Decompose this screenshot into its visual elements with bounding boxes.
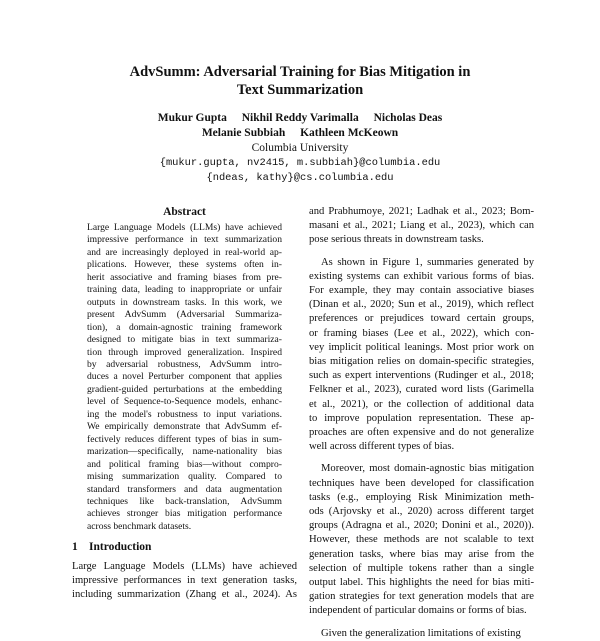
text-line: We empirically demonstrate that AdvSumm ef- <box>87 421 282 433</box>
text-line: achieves stronger bias mitigation performance <box>87 508 282 520</box>
text-line: vey implicit political leanings. Most prior work on <box>309 341 534 353</box>
text-line: and are increasingly deployed in real-world ap- <box>87 246 282 258</box>
text-line: Moreover, most domain-agnostic bias mitigation <box>321 463 534 475</box>
section-number: 1 <box>72 541 78 553</box>
section-title: Introduction <box>89 541 152 553</box>
text-line: ods (Arjovsky et al., 2020) across different target <box>309 506 534 518</box>
text-line: generation tasks, where bias may arise from the <box>309 548 534 560</box>
text-line: masani et al., 2021; Liang et al., 2023), which can <box>309 220 534 232</box>
paragraph <box>309 462 534 618</box>
author-name: Melanie Subbiah <box>201 127 286 139</box>
affiliation: Columbia University <box>251 142 349 154</box>
text-line: well across different types of bias. <box>309 441 455 453</box>
text-line: by adversarial robustness, AdvSumm intro- <box>87 358 282 370</box>
abstract-heading: Abstract <box>163 206 206 218</box>
text-line: to improve population representation. These ap- <box>309 412 534 424</box>
paragraph <box>309 256 534 455</box>
text-line: mising summarization quality. Compared to <box>87 471 282 483</box>
text-line: impressive performances in text generation tasks, <box>72 575 297 587</box>
text-line: impressive performance in text summarization <box>87 234 282 246</box>
text-line: preferences or prejudices toward certain groups, <box>309 313 534 325</box>
text-line: bias mitigation relies on domain-specific strategies, <box>309 356 534 368</box>
text-line: However, these methods are not scalable to text <box>309 534 534 546</box>
text-line: level of Sequence-to-Sequence models, enhanc- <box>87 396 282 408</box>
right-column <box>309 205 534 641</box>
email-line: {mukur.gupta, nv2415, m.subbiah}@columbia.edu <box>159 157 441 169</box>
paper-title <box>60 63 540 99</box>
author-name: Kathleen McKeown <box>300 127 399 139</box>
text-line: groups (Adragna et al., 2020; Donini et al., 2020)). <box>309 520 534 532</box>
text-line: pose serious threats in downstream tasks. <box>309 234 484 246</box>
text-line: Given the generalization limitations of existing <box>321 627 521 639</box>
text-line: As shown in Figure 1, summaries generated by <box>321 256 534 268</box>
text-line: independent of particular domains or forms of bias. <box>309 605 527 617</box>
text-line: including summarization (Zhang et al., 2024). As <box>72 589 297 601</box>
text-line: outputs in downstream tasks. In this work, we <box>87 296 282 308</box>
text-line: and political framing bias—without compro- <box>87 458 282 470</box>
text-line: existing systems can exhibit various forms of bias. <box>309 270 534 282</box>
text-line: et al., 2021), or the collection of additional data <box>309 398 534 410</box>
text-line: gation strategies for text generation models that are <box>309 591 534 603</box>
text-line: selection of multiple tokens rather than a single <box>309 562 534 574</box>
text-line: herit associative and framing biases from pre- <box>87 271 282 283</box>
text-line: tion), a domain-agnostic training framework <box>87 321 282 333</box>
text-line: Felkner et al., 2023), curated word lists (Garimella <box>309 384 534 396</box>
text-line: present AdvSumm (Adversarial Summariza- <box>87 309 282 321</box>
text-line: fectively reduces different types of bias in sum- <box>87 433 282 445</box>
introduction-text <box>72 560 297 603</box>
text-line: tion through improved generalization. Inspired <box>87 346 282 358</box>
section-heading <box>72 541 151 553</box>
title-line-1: AdvSumm: Adversarial Training for Bias Mitigation in <box>129 64 471 80</box>
text-line: plications. However, these systems often in- <box>87 259 282 271</box>
text-line: techniques have been developed for classification <box>309 477 534 489</box>
text-line: (Dinan et al., 2020; Sun et al., 2019), which reflect <box>309 299 534 311</box>
text-line: techniques like back-translation, AdvSumm <box>87 495 282 507</box>
paragraph <box>309 205 534 248</box>
author-line-1 <box>60 111 540 126</box>
text-line: standard transformers and data augmentation <box>87 483 282 495</box>
author-name: Mukur Gupta <box>157 112 227 124</box>
text-line: Large Language Models (LLMs) have achieved <box>87 222 282 233</box>
text-line: proaches are often expensive and do not generalize <box>309 427 534 439</box>
text-line: Large Language Models (LLMs) have achieved <box>72 561 297 572</box>
author-name: Nikhil Reddy Varimalla <box>241 112 359 124</box>
author-line-2 <box>60 126 540 141</box>
text-line: For example, they may contain associative biases <box>309 285 534 297</box>
text-line: marization—specifically, name-nationality bias <box>87 446 282 458</box>
text-line: across benchmark datasets. <box>87 520 192 532</box>
email-line: {ndeas, kathy}@cs.columbia.edu <box>206 172 394 184</box>
author-name: Nicholas Deas <box>373 112 443 124</box>
text-line: designed to mitigate bias in text summariza- <box>87 334 282 346</box>
author-block <box>60 111 540 186</box>
paragraph <box>309 627 534 641</box>
text-line: output label. This highlights the need for bias miti- <box>309 577 534 589</box>
text-line: tasks (e.g., employing Risk Minimization meth- <box>309 491 534 503</box>
text-line: and Prabhumoye, 2021; Ladhak et al., 2023; Bom- <box>309 206 534 217</box>
text-line: duces a novel Perturber component that applies <box>87 371 282 383</box>
text-line: such as expert interventions (Rudinger et al., 2018; <box>309 370 534 382</box>
text-line: ing the model's robustness to input variations. <box>87 408 282 420</box>
abstract-body <box>87 222 282 533</box>
text-line: training data, leading to inappropriate or unfair <box>87 284 282 296</box>
text-line: or framing biases (Lee et al., 2022), which con- <box>309 327 534 339</box>
title-line-2: Text Summarization <box>236 82 364 98</box>
text-line: gradient-guided perturbations at the embedding <box>87 383 282 395</box>
